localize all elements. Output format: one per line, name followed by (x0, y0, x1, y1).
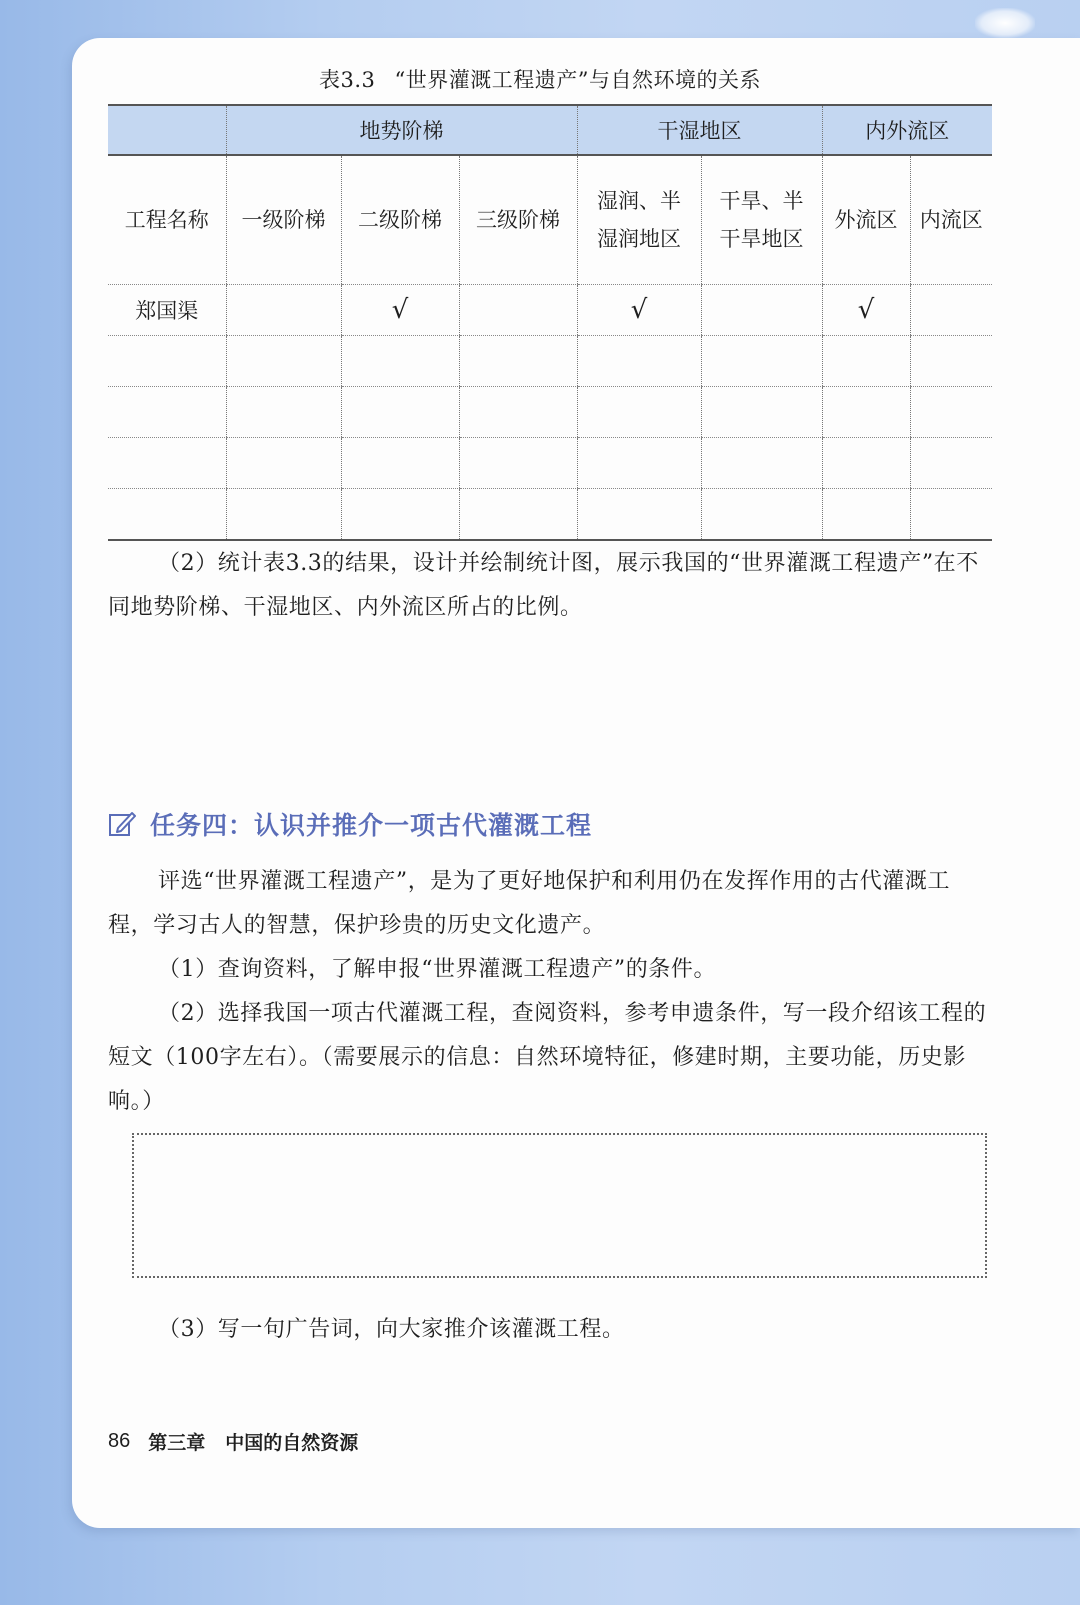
chapter-label: 第三章 (148, 1432, 206, 1454)
page-number: 86 (108, 1430, 131, 1452)
col-exorheic: 外流区 (822, 155, 910, 285)
answer-box[interactable] (132, 1133, 987, 1278)
cell-step1 (226, 285, 341, 336)
table-caption: “世界灌溉工程遗产”与自然环境的关系 (394, 68, 762, 92)
table-number: 表3.3 (318, 68, 376, 92)
group-drainage-regions: 内外流区 (822, 105, 992, 155)
task-title: 任务四：认识并推介一项古代灌溉工程 (150, 811, 593, 840)
table-row-empty (108, 336, 992, 387)
table-row (108, 285, 992, 336)
col-step2: 二级阶梯 (341, 155, 459, 285)
group-humidity-regions: 干湿地区 (577, 105, 822, 155)
col-arid-line1: 干旱、半 (719, 189, 804, 213)
col-humid-line1: 湿润、半 (597, 189, 682, 213)
table-row-empty (108, 489, 992, 541)
cell-project-name: 郑国渠 (108, 285, 226, 336)
group-terrain-steps: 地势阶梯 (226, 105, 577, 155)
task-question-2: （2）选择我国一项古代灌溉工程，查阅资料，参考申遗条件，写一段介绍该工程的短文（100字左右）。（需要展示的信息：自然环境特征，修建时期，主要功能，历史影响。） (108, 1001, 987, 1114)
col-humid (577, 155, 701, 285)
col-humid-line2: 湿润地区 (597, 227, 682, 251)
header-blank (108, 105, 226, 155)
question-2-chart: （2）统计表3.3的结果，设计并绘制统计图，展示我国的“世界灌溉工程遗产”在不同地势阶梯、干湿地区、内外流区所占的比例。 (108, 551, 979, 620)
task-heading (108, 806, 592, 842)
col-endorheic: 内流区 (910, 155, 992, 285)
cell-endorheic (910, 285, 992, 336)
col-step1: 一级阶梯 (226, 155, 341, 285)
cell-exorheic: √ (822, 285, 910, 336)
cell-step2: √ (341, 285, 459, 336)
col-arid (701, 155, 822, 285)
task-question-1: （1）查询资料，了解申报“世界灌溉工程遗产”的条件。 (158, 957, 717, 982)
chapter-name: 中国的自然资源 (225, 1432, 359, 1454)
col-step3: 三级阶梯 (459, 155, 577, 285)
table-title (0, 64, 1080, 94)
cell-step3 (459, 285, 577, 336)
table-column-header (108, 155, 992, 285)
col-project-name: 工程名称 (108, 155, 226, 285)
pencil-note-icon (108, 810, 136, 838)
task-question-3: （3）写一句广告词，向大家推介该灌溉工程。 (158, 1317, 625, 1342)
corner-highlight (975, 8, 1035, 38)
task-intro: 评选“世界灌溉工程遗产”，是为了更好地保护和利用仍在发挥作用的古代灌溉工程，学习古人的智慧，保护珍贵的历史文化遗产。 (108, 869, 951, 938)
cell-arid (701, 285, 822, 336)
cell-humid: √ (577, 285, 701, 336)
col-arid-line2: 干旱地区 (719, 227, 804, 251)
table-row-empty (108, 387, 992, 438)
table-row-empty (108, 438, 992, 489)
page-footer (108, 1428, 358, 1455)
table-group-header (108, 105, 992, 155)
heritage-table (108, 104, 992, 541)
